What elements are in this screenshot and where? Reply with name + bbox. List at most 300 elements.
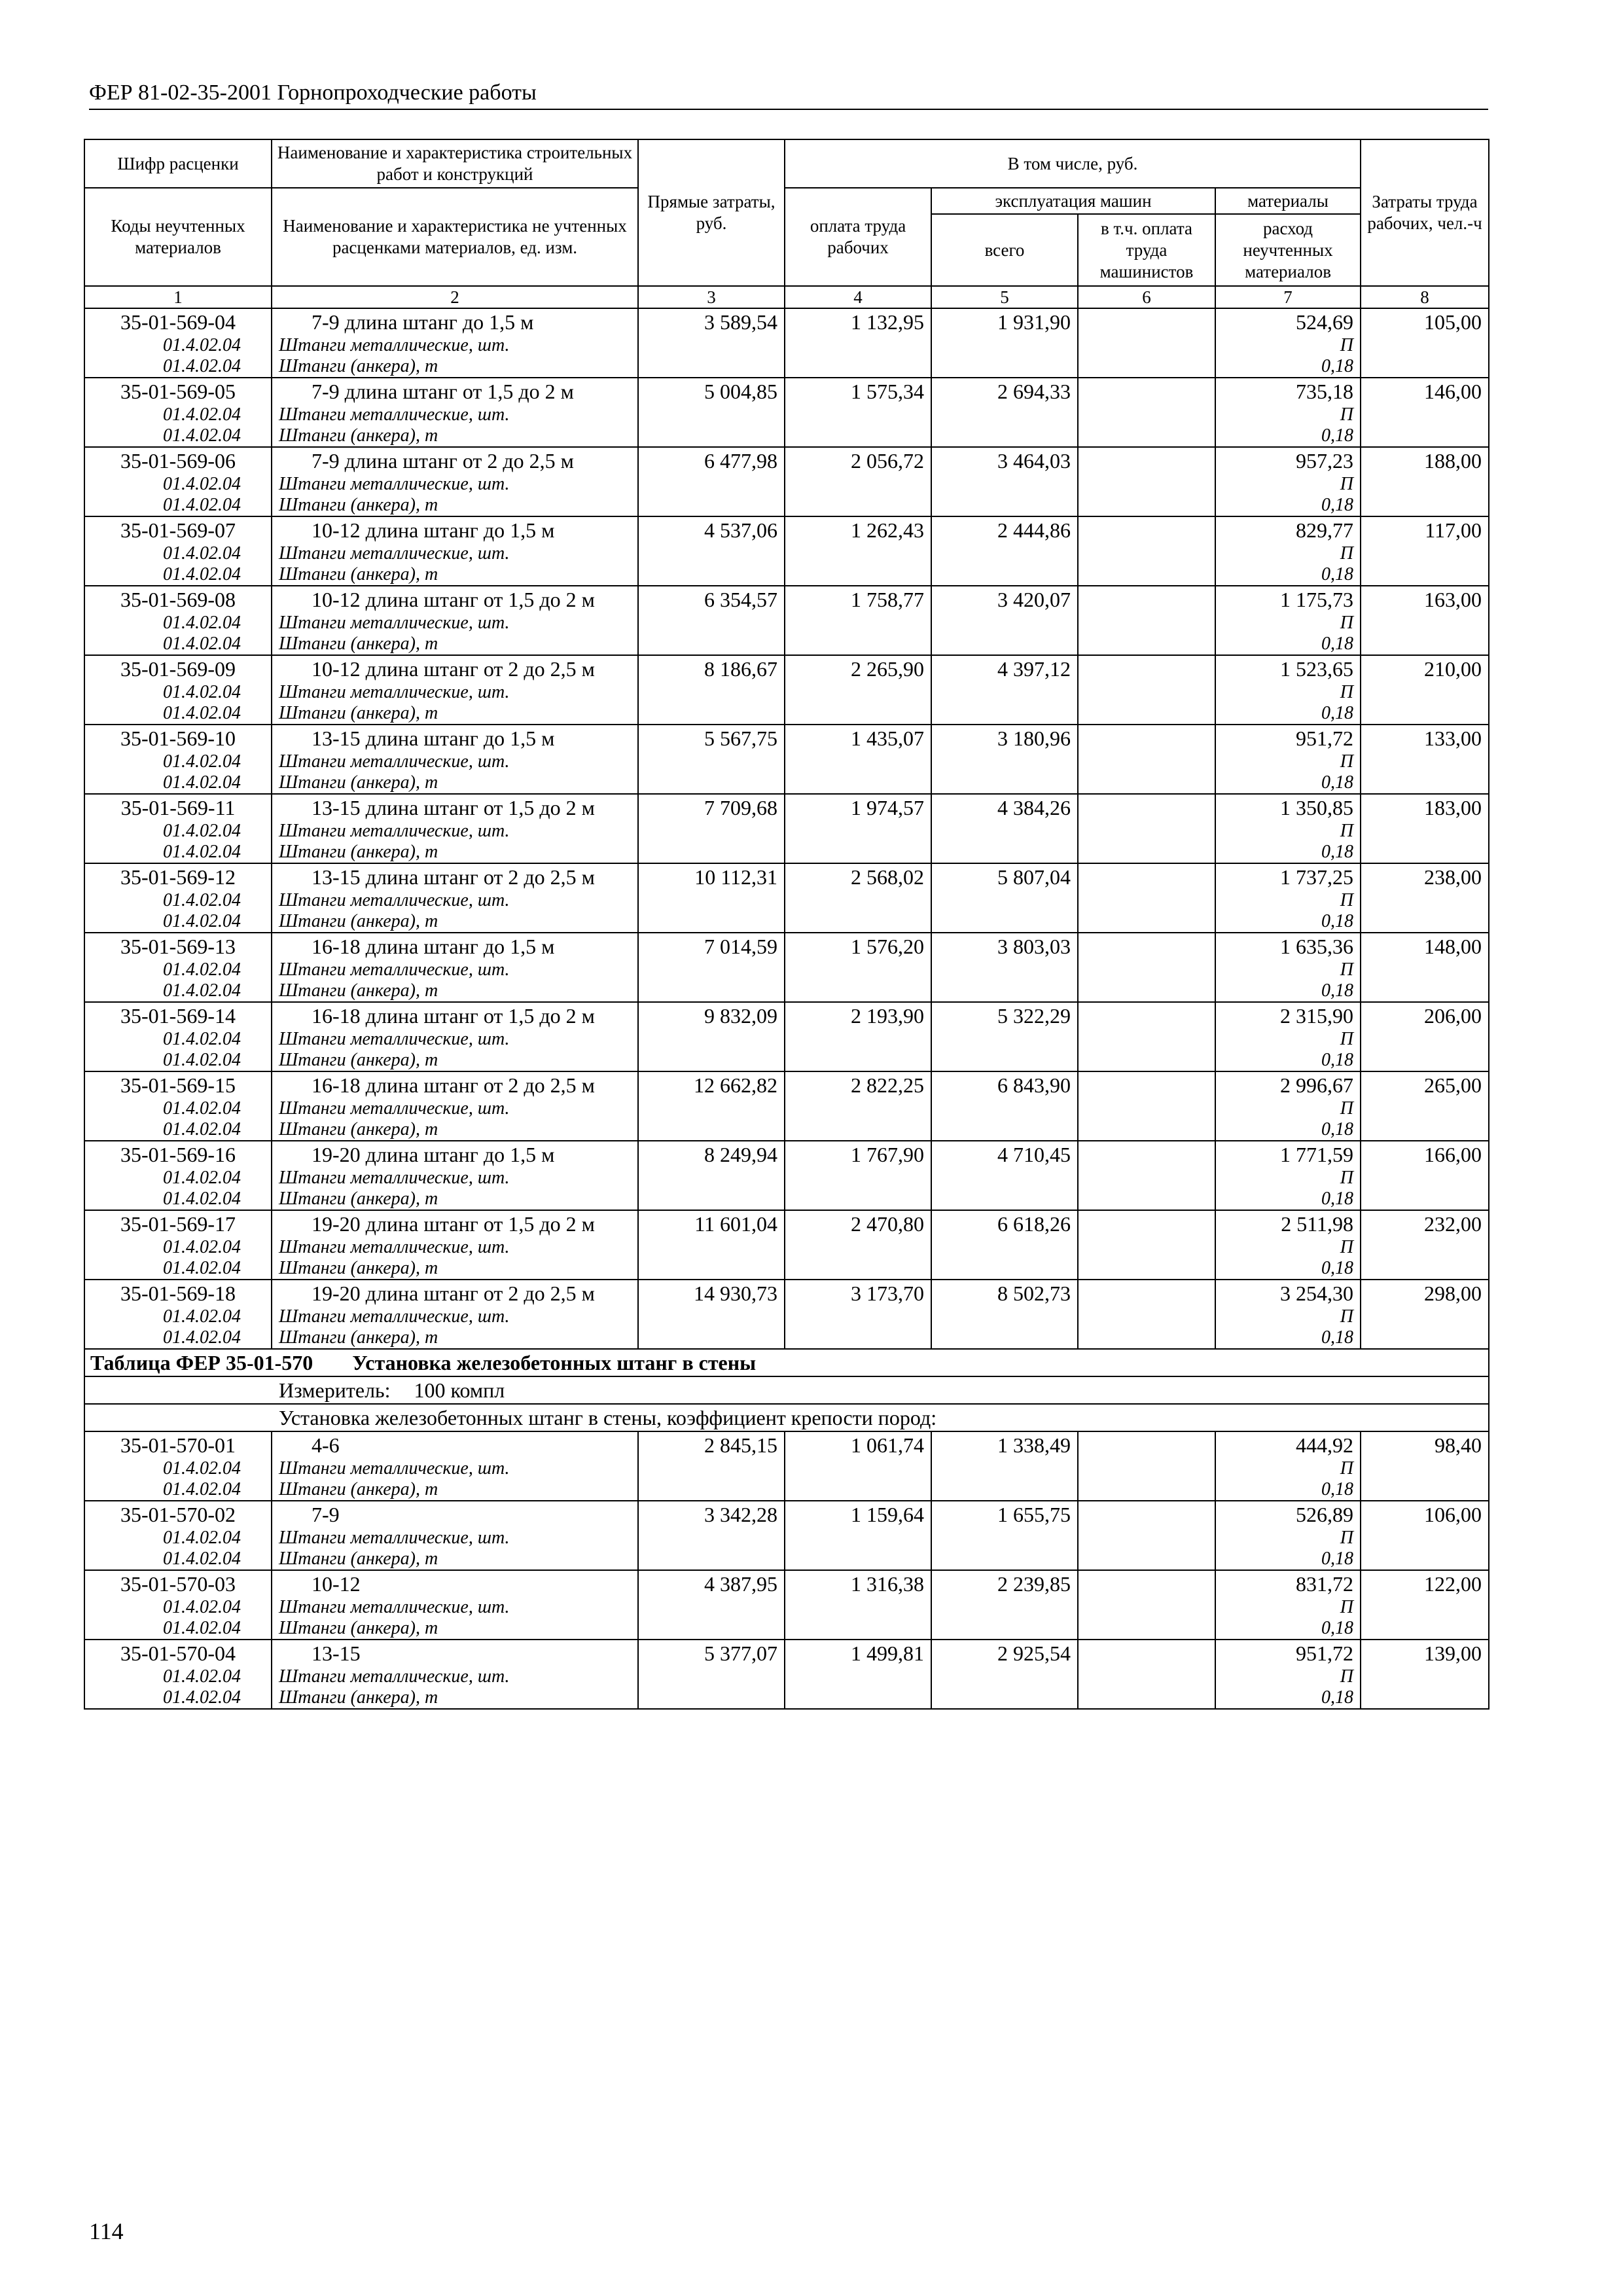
material-qty: 0,18 (1321, 1687, 1354, 1708)
rate-code: 35-01-569-13 (120, 935, 236, 958)
operators-wage (1078, 1002, 1215, 1071)
operators-wage (1078, 1570, 1215, 1640)
description-cell (272, 378, 638, 447)
material-qty: П (1340, 682, 1354, 702)
table-title-row (84, 1349, 1489, 1376)
direct-costs: 8 186,67 (638, 655, 785, 725)
work-name: 10-12 длина штанг от 1,5 до 2 м (312, 588, 595, 611)
labor-costs: 210,00 (1361, 655, 1489, 725)
rate-code: 35-01-569-17 (120, 1212, 236, 1236)
material-code: 01.4.02.04 (163, 1458, 241, 1479)
description-cell (272, 516, 638, 586)
materials-cell (1215, 378, 1361, 447)
rate-code: 35-01-569-04 (120, 310, 236, 334)
column-number: 1 (84, 286, 272, 308)
direct-costs: 8 249,94 (638, 1141, 785, 1210)
direct-costs: 2 845,15 (638, 1431, 785, 1501)
material-qty: П (1340, 890, 1354, 910)
header-machines: эксплуатация машин (931, 188, 1215, 214)
description-cell (272, 655, 638, 725)
materials-cell (1215, 586, 1361, 655)
wage: 2 470,80 (785, 1210, 931, 1280)
material-code: 01.4.02.04 (163, 842, 241, 862)
work-name: 10-12 длина штанг от 2 до 2,5 м (312, 657, 595, 681)
rate-code: 35-01-569-11 (120, 796, 236, 819)
direct-costs: 14 930,73 (638, 1280, 785, 1349)
material-code: 01.4.02.04 (163, 1306, 241, 1327)
direct-costs: 3 589,54 (638, 308, 785, 378)
direct-costs: 7 709,68 (638, 794, 785, 863)
table-row (84, 794, 1489, 863)
wage: 2 568,02 (785, 863, 931, 933)
wage: 2 265,90 (785, 655, 931, 725)
description-cell (272, 1570, 638, 1640)
material-code: 01.4.02.04 (163, 1666, 241, 1687)
material-name: Штанги (анкера), т (279, 356, 438, 376)
operators-wage (1078, 1431, 1215, 1501)
labor-costs: 139,00 (1361, 1640, 1489, 1709)
wage: 1 132,95 (785, 308, 931, 378)
material-qty: П (1340, 821, 1354, 841)
material-code: 01.4.02.04 (163, 564, 241, 584)
operators-wage (1078, 1501, 1215, 1570)
wage: 1 767,90 (785, 1141, 931, 1210)
labor-costs: 163,00 (1361, 586, 1489, 655)
material-qty: П (1340, 404, 1354, 425)
materials-value: 735,18 (1296, 380, 1354, 403)
direct-costs: 5 377,07 (638, 1640, 785, 1709)
material-name: Штанги металлические, шт. (279, 474, 510, 494)
labor-costs: 98,40 (1361, 1431, 1489, 1501)
material-name: Штанги (анкера), т (279, 634, 438, 654)
header-name-works: Наименование и характеристика строительных работ и конструкций (272, 139, 638, 188)
material-qty: 0,18 (1321, 1050, 1354, 1070)
description-cell (272, 1071, 638, 1141)
materials-value: 1 523,65 (1280, 657, 1354, 681)
table-row (84, 516, 1489, 586)
table-number: Таблица ФЕР 35-01-570 (90, 1351, 313, 1374)
table-row (84, 933, 1489, 1002)
rate-code: 35-01-569-18 (120, 1282, 236, 1305)
material-qty: П (1340, 751, 1354, 772)
description-cell (272, 725, 638, 794)
labor-costs: 133,00 (1361, 725, 1489, 794)
table-row (84, 1002, 1489, 1071)
rate-code-cell (84, 1570, 272, 1640)
work-name: 13-15 длина штанг от 2 до 2,5 м (312, 865, 595, 889)
operators-wage (1078, 447, 1215, 516)
work-name: 7-9 длина штанг до 1,5 м (312, 310, 534, 334)
materials-value: 1 175,73 (1280, 588, 1354, 611)
table-row (84, 1141, 1489, 1210)
rate-code: 35-01-569-10 (120, 726, 236, 750)
header-unaccounted: расход неучтенных материалов (1215, 214, 1361, 286)
material-code: 01.4.02.04 (163, 703, 241, 723)
materials-value: 951,72 (1296, 1641, 1354, 1665)
machines-total: 4 710,45 (931, 1141, 1078, 1210)
materials-value: 524,69 (1296, 310, 1354, 334)
material-qty: П (1340, 1168, 1354, 1188)
material-name: Штанги металлические, шт. (279, 821, 510, 841)
column-number: 3 (638, 286, 785, 308)
material-name: Штанги (анкера), т (279, 495, 438, 515)
material-qty: 0,18 (1321, 634, 1354, 654)
material-code: 01.4.02.04 (163, 356, 241, 376)
material-name: Штанги металлические, шт. (279, 751, 510, 772)
material-code: 01.4.02.04 (163, 821, 241, 841)
materials-value: 2 996,67 (1280, 1073, 1354, 1097)
description-cell (272, 308, 638, 378)
material-qty: 0,18 (1321, 1189, 1354, 1209)
work-name: 7-9 длина штанг от 2 до 2,5 м (312, 449, 574, 473)
column-number: 7 (1215, 286, 1361, 308)
materials-value: 831,72 (1296, 1572, 1354, 1596)
materials-value: 1 771,59 (1280, 1143, 1354, 1166)
material-code: 01.4.02.04 (163, 751, 241, 772)
material-name: Штанги металлические, шт. (279, 1666, 510, 1687)
description-cell (272, 1002, 638, 1071)
table-row (84, 1280, 1489, 1349)
rate-code-cell (84, 725, 272, 794)
measure (84, 1376, 1489, 1404)
work-name: 13-15 длина штанг до 1,5 м (312, 726, 555, 750)
description-cell (272, 794, 638, 863)
wage: 2 822,25 (785, 1071, 931, 1141)
material-qty: П (1340, 1098, 1354, 1119)
material-qty: 0,18 (1321, 495, 1354, 515)
table-row (84, 447, 1489, 516)
material-qty: П (1340, 1597, 1354, 1617)
rate-code: 35-01-569-07 (120, 518, 236, 542)
material-name: Штанги металлические, шт. (279, 890, 510, 910)
material-qty: П (1340, 543, 1354, 564)
operators-wage (1078, 586, 1215, 655)
material-name: Штанги (анкера), т (279, 564, 438, 584)
material-code: 01.4.02.04 (163, 495, 241, 515)
rate-code: 35-01-570-03 (120, 1572, 236, 1596)
table-row (84, 1210, 1489, 1280)
direct-costs: 9 832,09 (638, 1002, 785, 1071)
rate-code: 35-01-569-12 (120, 865, 236, 889)
material-qty: 0,18 (1321, 842, 1354, 862)
table-row (84, 1501, 1489, 1570)
operators-wage (1078, 308, 1215, 378)
header-labor: Затраты труда рабочих, чел.-ч (1361, 139, 1489, 286)
operators-wage (1078, 933, 1215, 1002)
rate-code-cell (84, 1501, 272, 1570)
material-name: Штанги (анкера), т (279, 1549, 438, 1569)
materials-cell (1215, 1501, 1361, 1570)
header-total: всего (931, 214, 1078, 286)
material-code: 01.4.02.04 (163, 425, 241, 446)
materials-cell (1215, 933, 1361, 1002)
material-name: Штанги металлические, шт. (279, 613, 510, 633)
material-code: 01.4.02.04 (163, 1479, 241, 1499)
header-cipher: Шифр расценки (84, 139, 272, 188)
material-code: 01.4.02.04 (163, 474, 241, 494)
material-code: 01.4.02.04 (163, 960, 241, 980)
machines-total: 3 464,03 (931, 447, 1078, 516)
materials-cell (1215, 1002, 1361, 1071)
section-row (84, 1404, 1489, 1431)
operators-wage (1078, 1210, 1215, 1280)
operators-wage (1078, 378, 1215, 447)
material-code: 01.4.02.04 (163, 890, 241, 910)
materials-cell (1215, 725, 1361, 794)
material-code: 01.4.02.04 (163, 1050, 241, 1070)
material-name: Штанги (анкера), т (279, 1050, 438, 1070)
labor-costs: 265,00 (1361, 1071, 1489, 1141)
materials-cell (1215, 1141, 1361, 1210)
material-qty: 0,18 (1321, 564, 1354, 584)
materials-cell (1215, 447, 1361, 516)
header-wage: оплата труда рабочих (785, 188, 931, 286)
material-qty: П (1340, 335, 1354, 355)
direct-costs: 6 477,98 (638, 447, 785, 516)
materials-value: 829,77 (1296, 518, 1354, 542)
materials-value: 2 511,98 (1281, 1212, 1354, 1236)
header-operators: в т.ч. оплата труда машинистов (1078, 214, 1215, 286)
material-qty: 0,18 (1321, 703, 1354, 723)
rate-code-cell (84, 1431, 272, 1501)
rate-code-cell (84, 1071, 272, 1141)
material-qty: 0,18 (1321, 1549, 1354, 1569)
wage: 1 758,77 (785, 586, 931, 655)
page-header: ФЕР 81-02-35-2001 Горнопроходческие работы (89, 77, 1488, 110)
material-name: Штанги (анкера), т (279, 842, 438, 862)
direct-costs: 10 112,31 (638, 863, 785, 933)
materials-value: 526,89 (1296, 1503, 1354, 1526)
operators-wage (1078, 725, 1215, 794)
direct-costs: 5 004,85 (638, 378, 785, 447)
work-name: 7-9 (312, 1503, 340, 1526)
material-qty: 0,18 (1321, 1618, 1354, 1638)
table-row (84, 1431, 1489, 1501)
material-code: 01.4.02.04 (163, 634, 241, 654)
material-code: 01.4.02.04 (163, 335, 241, 355)
table-row (84, 378, 1489, 447)
material-qty: 0,18 (1321, 911, 1354, 931)
header-name-materials: Наименование и характеристика не учтенных расценками материалов, ед. изм. (272, 188, 638, 286)
materials-value: 3 254,30 (1280, 1282, 1354, 1305)
machines-total: 8 502,73 (931, 1280, 1078, 1349)
labor-costs: 298,00 (1361, 1280, 1489, 1349)
work-name: 7-9 длина штанг от 1,5 до 2 м (312, 380, 574, 403)
page-number: 114 (89, 2218, 124, 2244)
labor-costs: 232,00 (1361, 1210, 1489, 1280)
measure-label: Измеритель: (279, 1378, 391, 1402)
wage: 1 159,64 (785, 1501, 931, 1570)
material-qty: 0,18 (1321, 1258, 1354, 1278)
material-qty: 0,18 (1321, 356, 1354, 376)
wage: 1 499,81 (785, 1640, 931, 1709)
material-qty: П (1340, 1029, 1354, 1049)
materials-value: 1 350,85 (1280, 796, 1354, 819)
machines-total: 6 618,26 (931, 1210, 1078, 1280)
rate-code-cell (84, 1141, 272, 1210)
material-name: Штанги металлические, шт. (279, 960, 510, 980)
machines-total: 1 338,49 (931, 1431, 1078, 1501)
material-code: 01.4.02.04 (163, 1687, 241, 1708)
materials-cell (1215, 1570, 1361, 1640)
description-cell (272, 933, 638, 1002)
description-cell (272, 1280, 638, 1349)
column-number: 2 (272, 286, 638, 308)
wage: 2 193,90 (785, 1002, 931, 1071)
labor-costs: 206,00 (1361, 1002, 1489, 1071)
material-name: Штанги (анкера), т (279, 1479, 438, 1499)
wage: 1 061,74 (785, 1431, 931, 1501)
rate-code-cell (84, 655, 272, 725)
material-name: Штанги металлические, шт. (279, 1458, 510, 1479)
machines-total: 3 180,96 (931, 725, 1078, 794)
material-name: Штанги (анкера), т (279, 1687, 438, 1708)
direct-costs: 12 662,82 (638, 1071, 785, 1141)
material-name: Штанги (анкера), т (279, 425, 438, 446)
operators-wage (1078, 516, 1215, 586)
material-name: Штанги (анкера), т (279, 1618, 438, 1638)
materials-value: 444,92 (1296, 1433, 1354, 1457)
description-cell (272, 586, 638, 655)
rate-code-cell (84, 863, 272, 933)
rate-code: 35-01-569-09 (120, 657, 236, 681)
material-name: Штанги металлические, шт. (279, 1528, 510, 1548)
wage: 1 316,38 (785, 1570, 931, 1640)
machines-total: 4 397,12 (931, 655, 1078, 725)
material-code: 01.4.02.04 (163, 772, 241, 793)
description-cell (272, 1640, 638, 1709)
materials-cell (1215, 863, 1361, 933)
direct-costs: 4 537,06 (638, 516, 785, 586)
labor-costs: 122,00 (1361, 1570, 1489, 1640)
table-subtitle: Установка железобетонных штанг в стены (352, 1351, 757, 1374)
work-name: 19-20 длина штанг до 1,5 м (312, 1143, 555, 1166)
operators-wage (1078, 655, 1215, 725)
material-name: Штанги металлические, шт. (279, 1168, 510, 1188)
labor-costs: 106,00 (1361, 1501, 1489, 1570)
materials-value: 1 737,25 (1280, 865, 1354, 889)
measure-value: 100 компл (414, 1378, 505, 1402)
rate-code: 35-01-569-15 (120, 1073, 236, 1097)
material-name: Штанги металлические, шт. (279, 682, 510, 702)
work-name: 16-18 длина штанг от 2 до 2,5 м (312, 1073, 595, 1097)
column-number: 5 (931, 286, 1078, 308)
work-name: 19-20 длина штанг от 2 до 2,5 м (312, 1282, 595, 1305)
materials-cell (1215, 1210, 1361, 1280)
material-code: 01.4.02.04 (163, 1528, 241, 1548)
material-name: Штанги (анкера), т (279, 1258, 438, 1278)
material-name: Штанги металлические, шт. (279, 1597, 510, 1617)
rate-code: 35-01-569-05 (120, 380, 236, 403)
material-code: 01.4.02.04 (163, 1168, 241, 1188)
machines-total: 3 420,07 (931, 586, 1078, 655)
material-code: 01.4.02.04 (163, 404, 241, 425)
material-code: 01.4.02.04 (163, 1618, 241, 1638)
materials-cell (1215, 794, 1361, 863)
table-row (84, 655, 1489, 725)
material-qty: 0,18 (1321, 772, 1354, 793)
table-row (84, 1071, 1489, 1141)
material-code: 01.4.02.04 (163, 543, 241, 564)
column-number: 6 (1078, 286, 1215, 308)
rate-code-cell (84, 378, 272, 447)
machines-total: 5 807,04 (931, 863, 1078, 933)
machines-total: 6 843,90 (931, 1071, 1078, 1141)
table-row (84, 863, 1489, 933)
direct-costs: 3 342,28 (638, 1501, 785, 1570)
material-code: 01.4.02.04 (163, 613, 241, 633)
header-codes: Коды неучтенных материалов (84, 188, 272, 286)
table-title (84, 1349, 1489, 1376)
description-cell (272, 1501, 638, 1570)
rate-code-cell (84, 447, 272, 516)
measure-row (84, 1376, 1489, 1404)
direct-costs: 11 601,04 (638, 1210, 785, 1280)
machines-total: 5 322,29 (931, 1002, 1078, 1071)
labor-costs: 148,00 (1361, 933, 1489, 1002)
operators-wage (1078, 1280, 1215, 1349)
machines-total: 2 925,54 (931, 1640, 1078, 1709)
rate-code-cell (84, 933, 272, 1002)
work-name: 13-15 (312, 1641, 361, 1665)
work-name: 4-6 (312, 1433, 340, 1457)
materials-value: 2 315,90 (1280, 1004, 1354, 1028)
rate-code-cell (84, 1280, 272, 1349)
labor-costs: 188,00 (1361, 447, 1489, 516)
direct-costs: 4 387,95 (638, 1570, 785, 1640)
machines-total: 4 384,26 (931, 794, 1078, 863)
direct-costs: 5 567,75 (638, 725, 785, 794)
direct-costs: 6 354,57 (638, 586, 785, 655)
operators-wage (1078, 794, 1215, 863)
material-name: Штанги металлические, шт. (279, 1098, 510, 1119)
materials-cell (1215, 1431, 1361, 1501)
material-qty: П (1340, 960, 1354, 980)
rate-code: 35-01-569-06 (120, 449, 236, 473)
material-name: Штанги (анкера), т (279, 1119, 438, 1139)
table-row (84, 1570, 1489, 1640)
material-name: Штанги (анкера), т (279, 703, 438, 723)
labor-costs: 117,00 (1361, 516, 1489, 586)
material-code: 01.4.02.04 (163, 1327, 241, 1348)
material-qty: П (1340, 613, 1354, 633)
material-code: 01.4.02.04 (163, 911, 241, 931)
material-code: 01.4.02.04 (163, 1119, 241, 1139)
rate-code: 35-01-570-01 (120, 1433, 236, 1457)
table-row (84, 308, 1489, 378)
materials-cell (1215, 516, 1361, 586)
column-number: 8 (1361, 286, 1489, 308)
work-name: 10-12 (312, 1572, 361, 1596)
rates-table (84, 139, 1489, 1710)
rate-code: 35-01-570-04 (120, 1641, 236, 1665)
machines-total: 3 803,03 (931, 933, 1078, 1002)
materials-cell (1215, 655, 1361, 725)
description-cell (272, 1141, 638, 1210)
material-name: Штанги металлические, шт. (279, 404, 510, 425)
material-qty: П (1340, 474, 1354, 494)
material-code: 01.4.02.04 (163, 1029, 241, 1049)
rate-code-cell (84, 1640, 272, 1709)
column-number: 4 (785, 286, 931, 308)
operators-wage (1078, 1141, 1215, 1210)
material-name: Штанги (анкера), т (279, 1189, 438, 1209)
description-cell (272, 1210, 638, 1280)
header-including: В том числе, руб. (785, 139, 1361, 188)
description-cell (272, 1431, 638, 1501)
section-heading: Установка железобетонных штанг в стены, коэффициент крепости пород: (84, 1404, 1489, 1431)
materials-value: 957,23 (1296, 449, 1354, 473)
